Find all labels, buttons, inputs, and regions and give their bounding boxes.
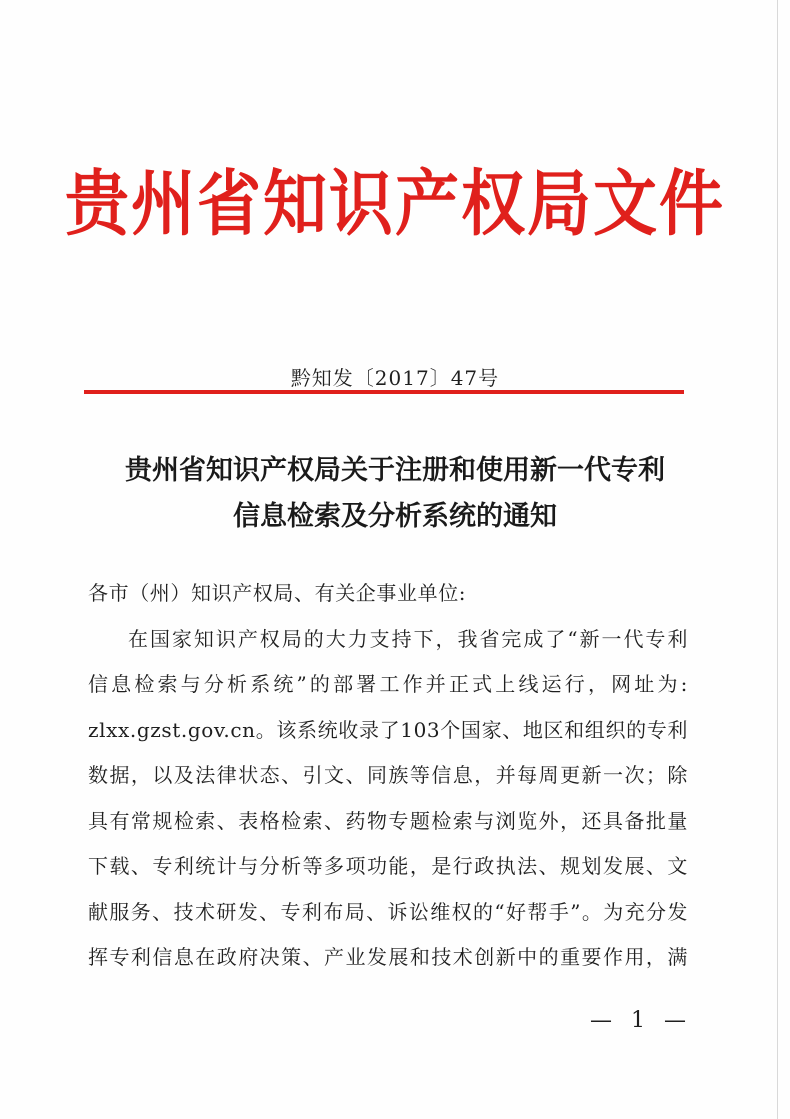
body-line-6: 下载、专利统计与分析等多项功能，是行政执法、规划发展、文 xyxy=(88,854,688,878)
body-line-1: 在国家知识产权局的大力支持下，我省完成了“新一代专利 xyxy=(128,626,688,651)
salutation: 各市（州）知识产权局、有关企事业单位: xyxy=(88,581,467,605)
red-separator-rule xyxy=(84,390,684,394)
body-line-4: 数据，以及法律状态、引文、同族等信息，并每周更新一次；除 xyxy=(88,763,688,787)
page-number: — 1 — xyxy=(590,1008,692,1033)
notice-title-line-2: 信息检索及分析系统的通知 xyxy=(233,501,557,532)
body-line-8: 挥专利信息在政府决策、产业发展和技术创新中的重要作用，满 xyxy=(88,945,688,969)
notice-title-line-1: 贵州省知识产权局关于注册和使用新一代专利 xyxy=(125,455,665,486)
notice-title xyxy=(60,448,730,540)
body-line-3: zlxx.gzst.gov.cn。该系统收录了103个国家、地区和组织的专利 xyxy=(88,717,688,742)
body-line-5: 具有常规检索、表格检索、药物专题检索与浏览外，还具备批量 xyxy=(88,808,688,833)
body-line-7: 献服务、技术研发、专利布局、诉讼维权的“好帮手”。为充分发 xyxy=(88,899,688,924)
notice-body xyxy=(88,571,688,981)
masthead-title: 贵州省知识产权局文件 xyxy=(65,162,725,247)
document-number: 黔知发〔2017〕47号 xyxy=(290,366,500,390)
body-line-2: 信息检索与分析系统”的部署工作并正式上线运行，网址为: xyxy=(88,672,688,696)
